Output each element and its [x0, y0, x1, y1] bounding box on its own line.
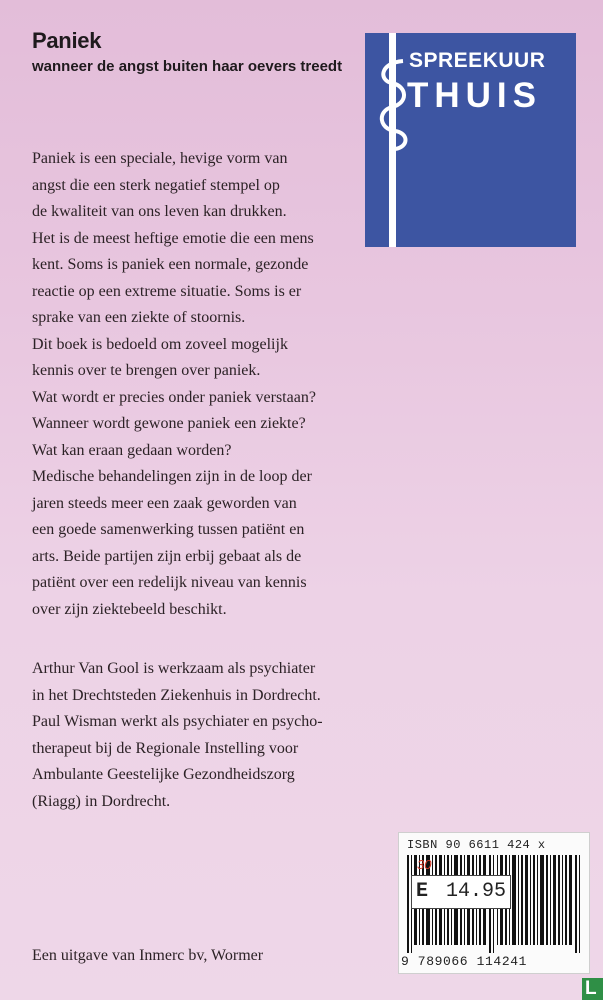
blurb-line: patiënt over een redelijk niveau van kennis: [32, 574, 307, 591]
isbn-text: ISBN 90 6611 424 x: [407, 838, 546, 852]
price-label: [411, 875, 511, 909]
book-subtitle: wanneer de angst buiten haar oevers treedt: [32, 58, 343, 75]
blurb-line: kent. Soms is paniek een normale, gezonde: [32, 256, 309, 273]
series-logo: [365, 33, 576, 247]
publisher-line: Een uitgave van Inmerc bv, Wormer: [32, 947, 264, 964]
blurb-line: een goede samenwerking tussen patiënt en: [32, 521, 305, 538]
blurb-line: sprake van een ziekte of stoornis.: [32, 309, 246, 326]
blurb-line: angst die een sterk negatief stempel op: [32, 176, 280, 194]
blurb-line: de kwaliteit van ons leven kan drukken.: [32, 203, 287, 220]
series-logo-line2: THUIS: [407, 76, 542, 115]
bio-line: Paul Wisman werkt als psychiater en psycho-: [32, 713, 323, 730]
bio-line: in het Drechtsteden Ziekenhuis in Dordrecht.: [32, 686, 321, 704]
ean-number: 9 789066 114241: [401, 954, 528, 969]
title-block: [32, 28, 342, 75]
blurb: [32, 146, 362, 623]
price-value: 14.95: [446, 880, 507, 903]
blurb-line: reactie op een extreme situatie. Soms is er: [32, 282, 302, 300]
blurb-line: Medische behandelingen zijn in de loop der: [32, 468, 312, 485]
corner-mark-letter: L: [585, 978, 597, 999]
blurb-line: arts. Beide partijen zijn erbij gebaat als de: [32, 547, 302, 565]
blurb-line: over zijn ziektebeeld beschikt.: [32, 600, 227, 618]
bio-line: Ambulante Geestelijke Gezondheidszorg: [32, 766, 295, 783]
blurb-line: kennis over te brengen over paniek.: [32, 362, 261, 379]
blurb-line: Wat wordt er precies onder paniek verstaan?: [32, 388, 316, 406]
bio-line: Arthur Van Gool is werkzaam als psychiater: [32, 660, 316, 677]
price-currency: E: [416, 880, 429, 903]
price-code-handwritten: 30: [417, 857, 432, 872]
blurb-line: Paniek is een speciale, hevige vorm van: [32, 150, 288, 167]
blurb-line: Het is de meest heftige emotie die een mens: [32, 229, 314, 247]
blurb-line: jaren steeds meer een zaak geworden van: [32, 494, 297, 512]
bio-line: (Riagg) in Dordrecht.: [32, 792, 171, 810]
blurb-line: Wanneer wordt gewone paniek een ziekte?: [32, 415, 306, 432]
book-title: Paniek: [32, 28, 102, 53]
bio-line: therapeut bij de Regionale Instelling voor: [32, 739, 299, 757]
blurb-line: Dit boek is bedoeld om zoveel mogelijk: [32, 335, 288, 353]
author-bio: [32, 656, 372, 815]
blurb-line: Wat kan eraan gedaan worden?: [32, 441, 232, 459]
corner-mark: [582, 978, 603, 1000]
isbn-barcode-sticker: [398, 832, 590, 974]
series-logo-line1: SPREEKUUR: [409, 49, 546, 72]
